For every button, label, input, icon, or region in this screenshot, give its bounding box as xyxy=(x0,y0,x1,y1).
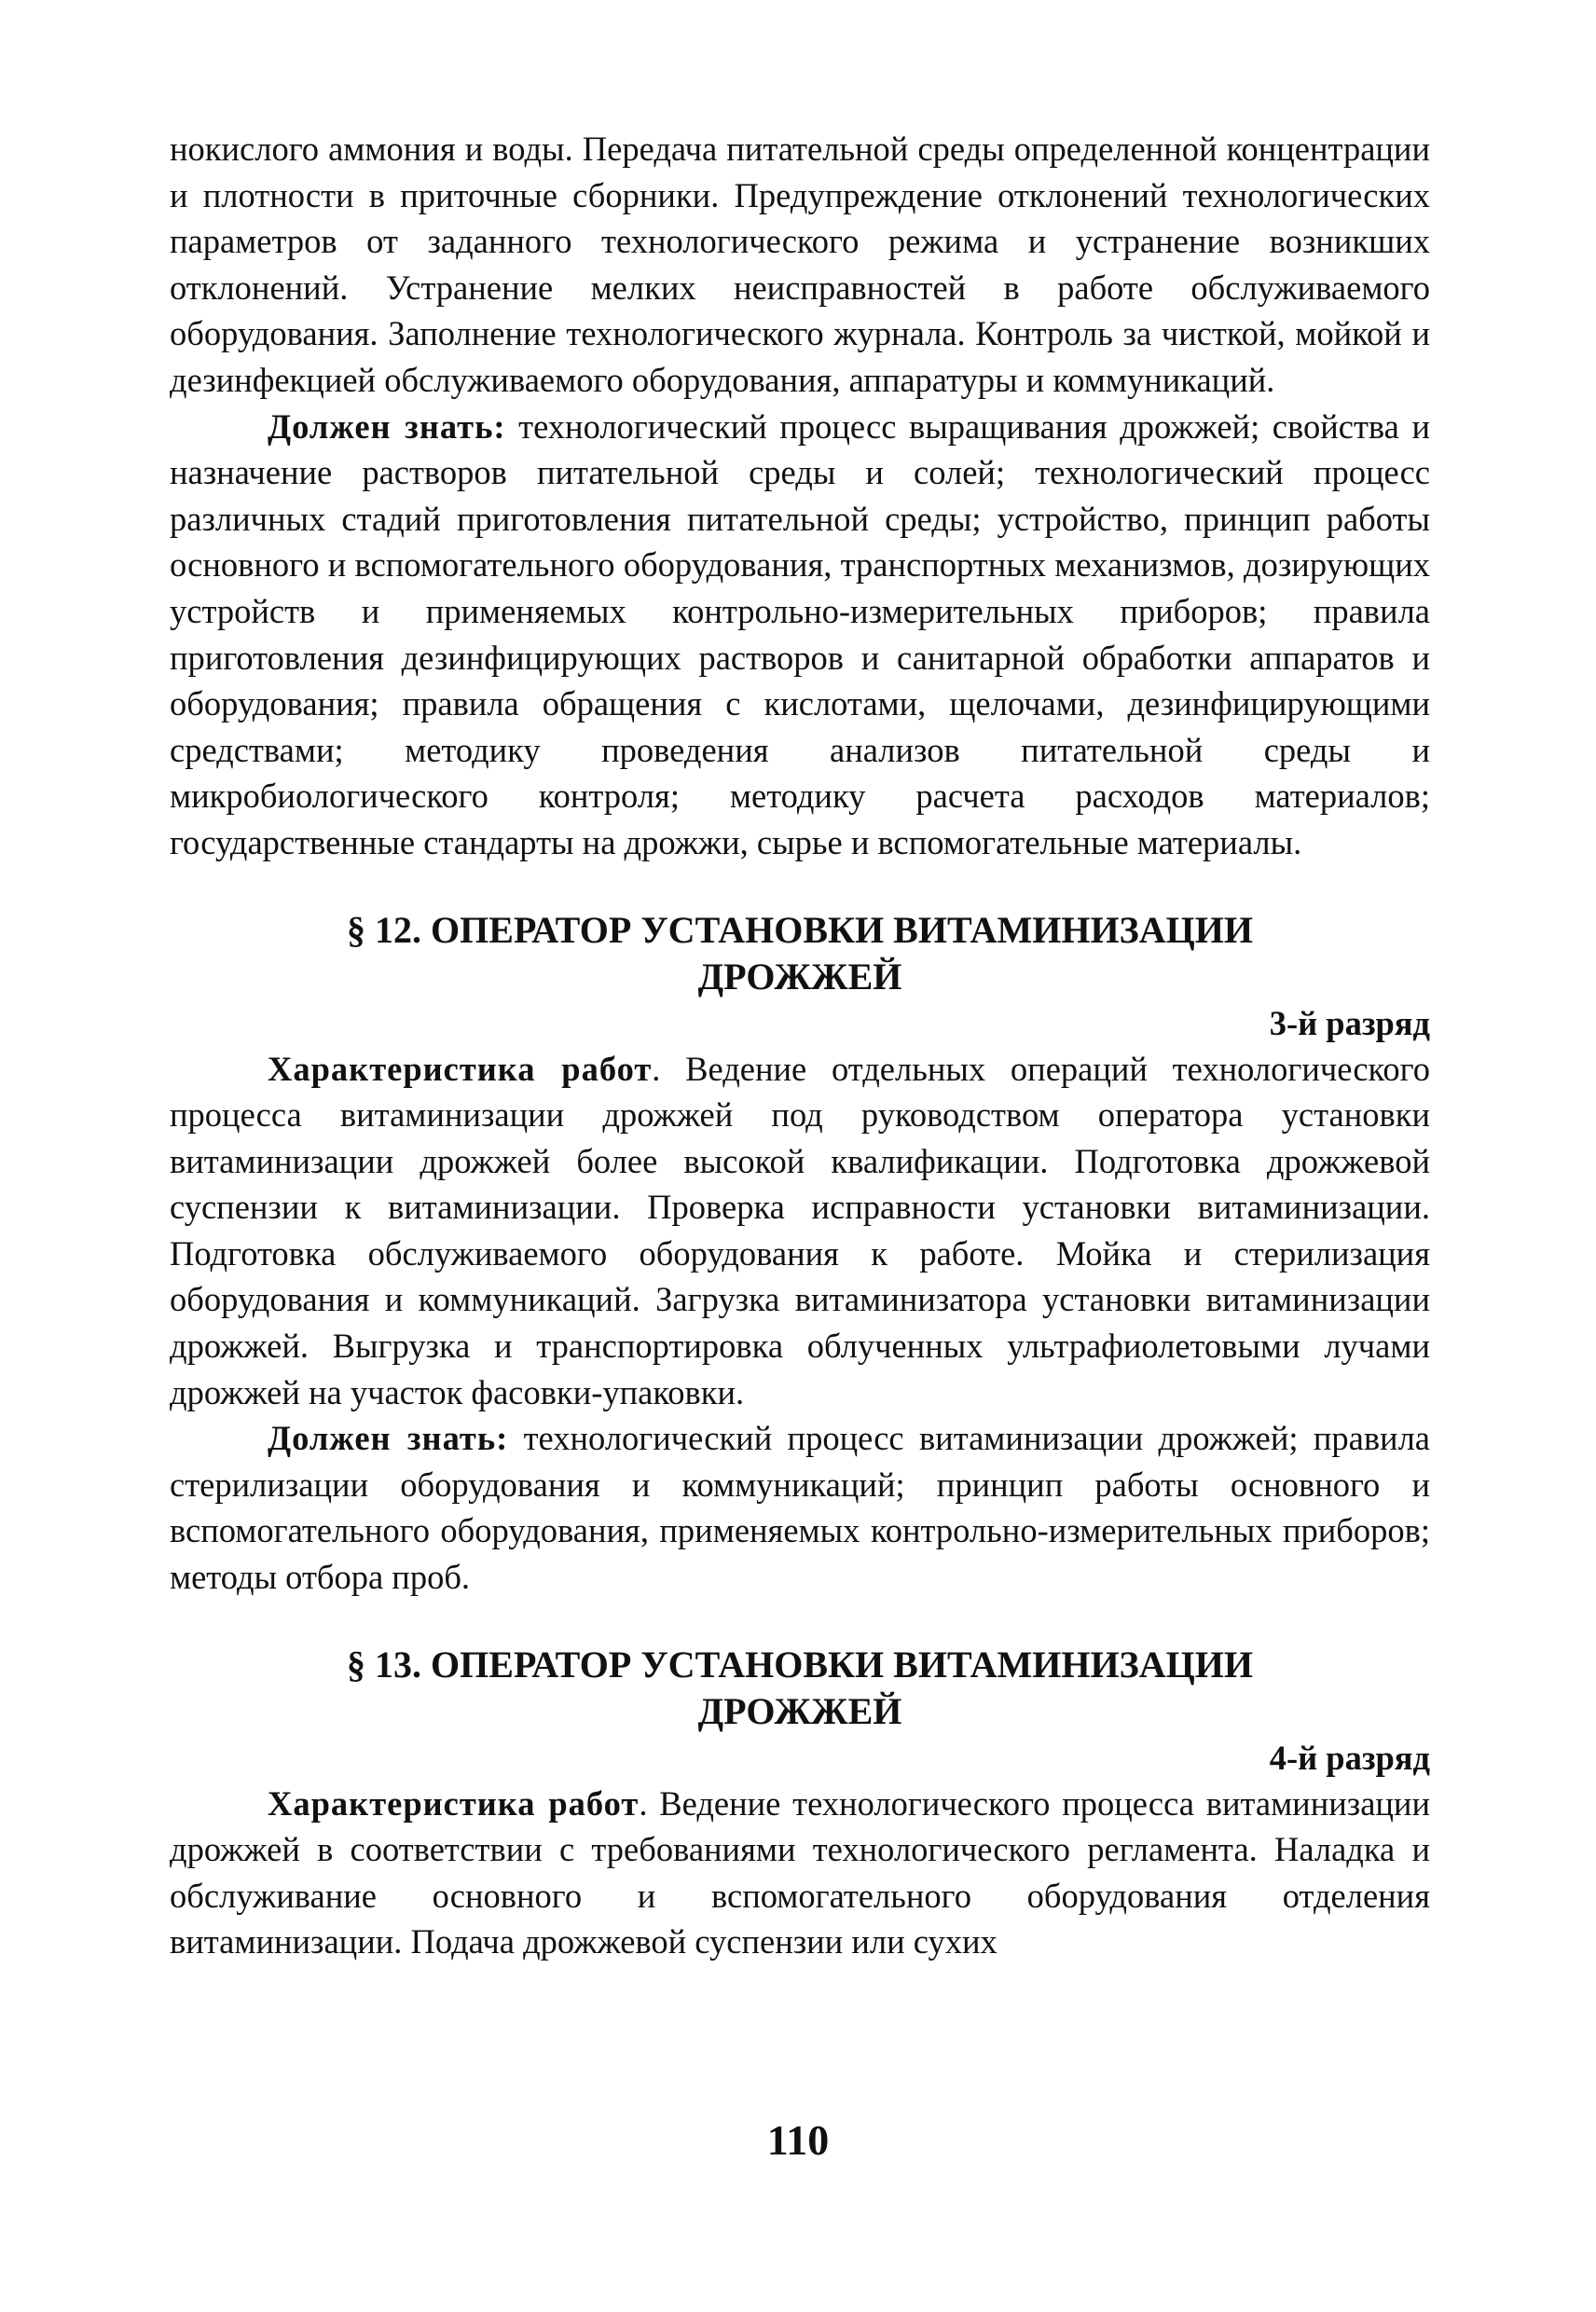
section-12-char-lead: Характеристика работ xyxy=(268,1049,653,1088)
section-13-grade: 4-й разряд xyxy=(1269,1738,1430,1777)
section-13-heading xyxy=(170,1642,1430,1735)
know-paragraph-11 xyxy=(170,404,1430,866)
opening-paragraph xyxy=(170,126,1430,404)
section-13-title-line1: § 13. ОПЕРАТОР УСТАНОВКИ ВИТАМИНИЗАЦИИ xyxy=(347,1643,1253,1686)
section-13-title-line2: ДРОЖЖЕЙ xyxy=(697,1689,902,1732)
section-12-know-lead: Должен знать: xyxy=(268,1419,509,1458)
spacer xyxy=(170,866,1430,907)
opening-text: нокислого аммония и воды. Передача питательной среды определенной концентрации и плотности в приточные сборники. Предупреждение отклонений технологических параметров от заданного технологического режима и устранение возникших отклонений. Устранение мелких неисправностей в работе обслуживаемого оборудования. Заполнение технологического журнала. Контроль за чисткой, мойкой и дезинфекцией обслуживаемого оборудования, аппаратуры и коммуникаций. xyxy=(170,130,1430,399)
section-12-char-text: . Ведение отдельных операций технологического процесса витаминизации дрожжей под руководством оператора установки витаминизации дрожжей более высокой квалификации. Подготовка дрожжевой суспензии к витаминизации. Проверка исправности установки витаминизации. Подготовка обслуживаемого оборудования к работе. Мойка и стерилизация оборудования и коммуникаций. Загрузка витаминизатора установки витаминизации дрожжей. Выгрузка и транспортировка облученных ультрафиолетовыми лучами дрожжей на участок фасовки-упаковки. xyxy=(170,1049,1430,1411)
section-12-characteristics xyxy=(170,1046,1430,1416)
section-12-grade: 3-й разряд xyxy=(1269,1003,1430,1042)
section-12-heading xyxy=(170,907,1430,1000)
know-text-11: технологический процесс выращивания дрожжей; свойства и назначение растворов питательной среды и солей; технологический процесс различных стадий приготовления питательной среды; устройство, принцип работы основного и вспомогательного оборудования, транспортных механизмов, дозирующих устройств и применяемых контрольно-измерительных приборов; правила приготовления дезинфицирующих растворов и санитарной обработки аппаратов и оборудования; правила обращения с кислотами, щелочами, дезинфицирующими средствами; методику проведения анализов питательной среды и микробиологического контроля; методику расчета расходов материалов; государственные стандарты на дрожжи, сырье и вспомогательные материалы. xyxy=(170,406,1430,861)
know-lead-11: Должен знать: xyxy=(268,406,506,446)
page-number: 110 xyxy=(766,2116,830,2164)
section-12-know-text: технологический процесс витаминизации дрожжей; правила стерилизации оборудования и коммуникаций; принцип работы основного и вспомогательного оборудования, применяемых контрольно-измерительных приборов; методы отбора проб. xyxy=(170,1419,1431,1597)
section-13-characteristics xyxy=(170,1781,1430,1965)
section-12-title-line1: § 12. ОПЕРАТОР УСТАНОВКИ ВИТАМИНИЗАЦИИ xyxy=(347,908,1253,951)
section-13-char-lead: Характеристика работ xyxy=(268,1783,640,1823)
section-13-char-text: . Ведение технологического процесса витаминизации дрожжей в соответствии с требованиями технологического регламента. Наладка и обслуживание основного и вспомогательного оборудования отделения витаминизации. Подача дрожжевой суспензии или сухих xyxy=(170,1783,1430,1961)
spacer xyxy=(170,1601,1430,1642)
section-12-know xyxy=(170,1415,1430,1600)
page-content xyxy=(170,126,1430,1965)
section-12-title-line2: ДРОЖЖЕЙ xyxy=(697,955,902,998)
